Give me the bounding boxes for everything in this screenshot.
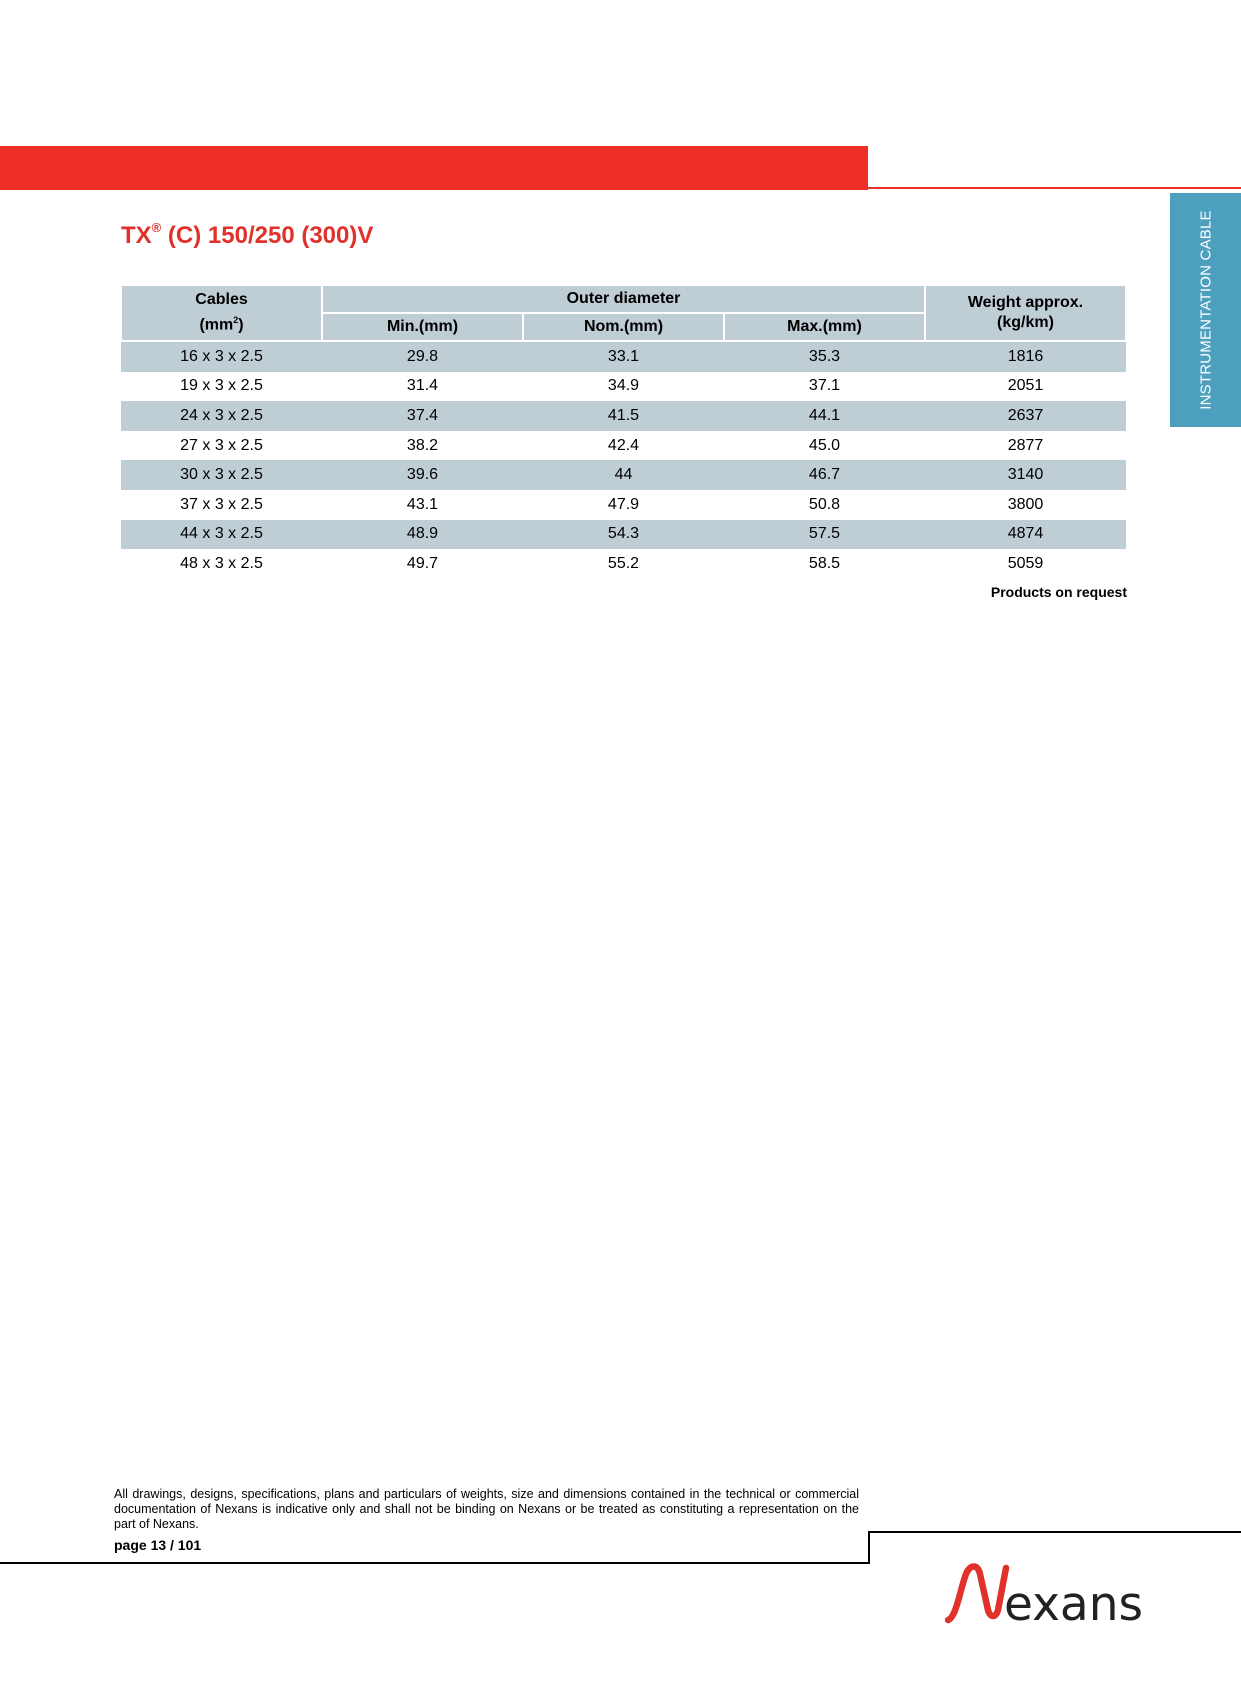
cell-nom: 54.3 xyxy=(523,520,724,550)
table-row xyxy=(121,549,1126,579)
header-red-band xyxy=(0,146,868,190)
cell-max: 37.1 xyxy=(808,377,841,395)
page-title xyxy=(121,222,373,250)
cable-spec-table xyxy=(120,284,1127,579)
cell-min: 43.1 xyxy=(406,495,439,513)
cell-nom: 47.9 xyxy=(607,495,640,513)
cell-cable: 44 x 3 x 2.5 xyxy=(121,520,322,550)
nexans-logo-mark xyxy=(948,1567,1006,1621)
cell-cable: 19 x 3 x 2.5 xyxy=(180,377,263,395)
table-row xyxy=(121,460,1126,490)
registered-mark: ® xyxy=(151,220,162,235)
cell-max: 46.7 xyxy=(724,460,925,490)
col-header-cables-unit: $(mm^2)$ xyxy=(199,315,244,334)
cell-max: 44.1 xyxy=(724,401,925,431)
cell-weight: 2637 xyxy=(925,401,1126,431)
cell-cable: 37 x 3 x 2.5 xyxy=(180,495,263,513)
cell-weight: 3140 xyxy=(925,460,1126,490)
cell-weight: 5059 xyxy=(1007,554,1044,572)
cell-min: 31.4 xyxy=(406,377,439,395)
cell-nom: 55.2 xyxy=(607,554,640,572)
header-red-rule xyxy=(868,187,1241,189)
col-header-cables xyxy=(121,285,322,341)
footer-rule xyxy=(0,1562,870,1564)
cell-cable: 27 x 3 x 2.5 xyxy=(180,436,263,454)
cell-min: 48.9 xyxy=(322,520,523,550)
cell-cable: 24 x 3 x 2.5 xyxy=(121,401,322,431)
cell-nom: 33.1 xyxy=(523,341,724,372)
footer-rule-top xyxy=(868,1531,1241,1533)
cell-cable: 16 x 3 x 2.5 xyxy=(121,341,322,372)
col-header-min: Min.(mm) xyxy=(322,313,523,341)
section-side-tab-label: INSTRUMENTATION CABLE xyxy=(1197,210,1214,410)
cell-nom: 44 xyxy=(523,460,724,490)
cell-max: 45.0 xyxy=(808,436,841,454)
col-header-weight-unit: (kg/km) xyxy=(997,314,1054,331)
table-row xyxy=(121,341,1126,372)
cable-spec-rows xyxy=(121,341,1126,579)
cell-min: 38.2 xyxy=(406,436,439,454)
cell-max: 50.8 xyxy=(808,495,841,513)
cell-nom: 41.5 xyxy=(523,401,724,431)
col-header-weight-label: Weight approx. xyxy=(967,294,1084,311)
page-number: page 13 / 101 xyxy=(114,1537,202,1553)
col-header-outer-diameter: Outer diameter xyxy=(322,285,925,313)
title-prefix: TX xyxy=(121,222,152,249)
cell-max: 58.5 xyxy=(808,554,841,572)
cell-cable: 30 x 3 x 2.5 xyxy=(121,460,322,490)
col-header-cables-label: Cables xyxy=(195,291,248,309)
cell-weight: 1816 xyxy=(925,341,1126,372)
col-header-max: Max.(mm) xyxy=(724,313,925,341)
products-on-request-note: Products on request xyxy=(990,584,1127,600)
cell-max: 35.3 xyxy=(724,341,925,372)
table-row xyxy=(121,490,1126,520)
cell-min: 49.7 xyxy=(406,554,439,572)
footer-rule-step xyxy=(868,1531,870,1564)
cell-nom: 34.9 xyxy=(607,377,640,395)
nexans-logo xyxy=(944,1560,1159,1630)
cell-weight: 3800 xyxy=(1007,495,1044,513)
legal-disclaimer: All drawings, designs, specifications, plans and particulars of weights, size and dimensions contained in the technical or commercial documentation of Nexans is indicative only and shall not be binding on Nexans or be treated as constituting a representation on the part of Nexans. xyxy=(114,1487,859,1531)
nexans-logo-text: exans xyxy=(1004,1577,1143,1630)
cell-min: 39.6 xyxy=(322,460,523,490)
table-row xyxy=(121,372,1126,402)
cell-min: 29.8 xyxy=(322,341,523,372)
cell-weight: 2051 xyxy=(1007,377,1044,395)
col-header-nom: Nom.(mm) xyxy=(523,313,724,341)
section-side-tab xyxy=(1170,193,1241,427)
table-row xyxy=(121,520,1126,550)
col-header-weight xyxy=(925,285,1126,341)
cell-weight: 2877 xyxy=(1007,436,1044,454)
cell-nom: 42.4 xyxy=(607,436,640,454)
table-row xyxy=(121,401,1126,431)
cell-max: 57.5 xyxy=(724,520,925,550)
table-row xyxy=(121,431,1126,461)
cell-cable: 48 x 3 x 2.5 xyxy=(180,554,263,572)
cell-min: 37.4 xyxy=(322,401,523,431)
title-suffix: (C) 150/250 (300)V xyxy=(161,222,374,249)
cell-weight: 4874 xyxy=(925,520,1126,550)
